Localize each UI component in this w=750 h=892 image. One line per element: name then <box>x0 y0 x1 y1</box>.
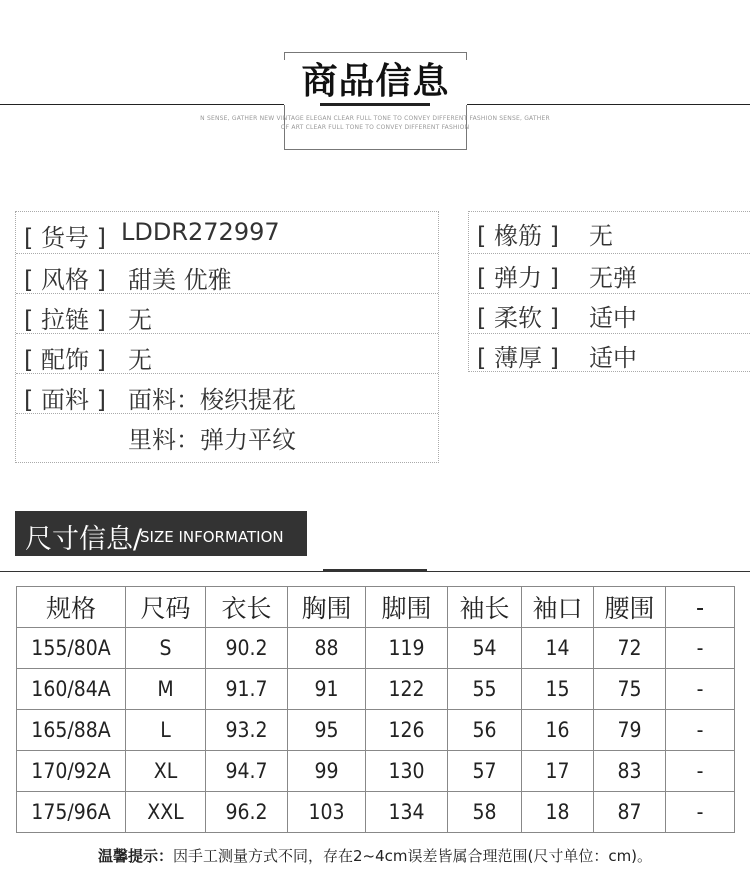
info-value: 里料：弹力平纹 <box>128 426 296 454</box>
size-info-banner <box>15 511 307 556</box>
header-rule-right <box>467 104 750 105</box>
table-cell: L <box>126 710 206 751</box>
table-cell: 72 <box>594 628 666 669</box>
col-header: 尺码 <box>126 587 206 628</box>
col-header: 衣长 <box>206 587 288 628</box>
table-cell: 58 <box>448 792 522 833</box>
col-header: - <box>666 587 735 628</box>
table-cell: 16 <box>522 710 594 751</box>
table-cell: S <box>126 628 206 669</box>
col-header: 袖长 <box>448 587 522 628</box>
info-key: [ 拉链 ] <box>24 306 106 334</box>
table-cell: 94.7 <box>206 751 288 792</box>
table-cell: 83 <box>594 751 666 792</box>
table-cell: 79 <box>594 710 666 751</box>
table-cell: 103 <box>288 792 366 833</box>
info-key: [ 薄厚 ] <box>477 344 559 372</box>
table-cell: 95 <box>288 710 366 751</box>
tip-label: 温馨提示： <box>97 847 173 865</box>
table-cell: XL <box>126 751 206 792</box>
info-key: [ 弹力 ] <box>477 264 559 292</box>
table-cell: 122 <box>366 669 448 710</box>
info-value: LDDR272997 <box>121 218 280 246</box>
info-value: 无 <box>128 346 152 374</box>
info-row-elastic-band <box>469 212 750 254</box>
table-cell: 55 <box>448 669 522 710</box>
page-title: 商品信息 <box>284 60 467 104</box>
info-value: 无 <box>128 306 152 334</box>
table-row <box>17 792 735 833</box>
table-cell: 17 <box>522 751 594 792</box>
info-value: 适中 <box>589 344 637 372</box>
table-cell: - <box>666 669 735 710</box>
col-header: 袖口 <box>522 587 594 628</box>
table-cell: 91.7 <box>206 669 288 710</box>
table-cell: 165/88A <box>17 710 126 751</box>
table-cell: 99 <box>288 751 366 792</box>
table-cell: 87 <box>594 792 666 833</box>
info-value: 无弹 <box>589 264 637 292</box>
header-rule-left <box>0 104 284 105</box>
table-cell: XXL <box>126 792 206 833</box>
table-cell: 119 <box>366 628 448 669</box>
table-row <box>17 628 735 669</box>
size-divider-accent <box>323 569 427 572</box>
table-cell: - <box>666 710 735 751</box>
table-row <box>17 669 735 710</box>
info-row-stretch <box>469 254 750 294</box>
table-cell: M <box>126 669 206 710</box>
info-row-accessory <box>16 334 438 374</box>
info-row-zipper <box>16 294 438 334</box>
info-value: 甜美 优雅 <box>128 266 232 294</box>
table-cell: 96.2 <box>206 792 288 833</box>
header-subtitle-2: OF ART CLEAR FULL TONE TO CONVEY DIFFERENT FASHION <box>280 124 470 131</box>
table-cell: 14 <box>522 628 594 669</box>
col-header: 脚围 <box>366 587 448 628</box>
table-cell: 90.2 <box>206 628 288 669</box>
col-header: 胸围 <box>288 587 366 628</box>
size-title-cn: 尺寸信息/ <box>25 524 143 555</box>
info-key: [ 配饰 ] <box>24 346 106 374</box>
table-cell: 56 <box>448 710 522 751</box>
info-key: [ 风格 ] <box>24 266 106 294</box>
table-cell: 93.2 <box>206 710 288 751</box>
table-cell: 155/80A <box>17 628 126 669</box>
product-info-left <box>15 211 439 463</box>
info-value: 适中 <box>589 304 637 332</box>
table-cell: 88 <box>288 628 366 669</box>
info-row-fabric <box>16 374 438 414</box>
info-row-style <box>16 254 438 294</box>
col-header: 腰围 <box>594 587 666 628</box>
info-key: [ 面料 ] <box>24 386 106 414</box>
info-key: [ 货号 ] <box>24 224 106 252</box>
measurement-tip <box>0 845 750 866</box>
header-subtitle-1: N SENSE, GATHER NEW VINTAGE ELEGAN CLEAR FULL TONE TO CONVEY DIFFERENT FASHION SENSE, GATHER <box>200 115 550 122</box>
tip-text: 因手工测量方式不同，存在2~4cm误差皆属合理范围(尺寸单位：cm)。 <box>172 847 653 865</box>
info-key: [ 橡筋 ] <box>477 222 559 250</box>
table-cell: 54 <box>448 628 522 669</box>
size-title-en: SIZE INFORMATION <box>140 528 284 546</box>
info-row-softness <box>469 294 750 334</box>
info-row-item-no <box>16 212 438 254</box>
table-cell: 91 <box>288 669 366 710</box>
product-info-right <box>468 211 750 372</box>
info-key: [ 柔软 ] <box>477 304 559 332</box>
table-cell: - <box>666 792 735 833</box>
table-cell: 75 <box>594 669 666 710</box>
table-cell: 15 <box>522 669 594 710</box>
table-cell: - <box>666 751 735 792</box>
table-cell: 175/96A <box>17 792 126 833</box>
table-row <box>17 710 735 751</box>
table-row <box>17 751 735 792</box>
table-cell: 57 <box>448 751 522 792</box>
size-table-header <box>17 587 735 628</box>
table-cell: - <box>666 628 735 669</box>
col-header: 规格 <box>17 587 126 628</box>
info-row-thickness <box>469 334 750 372</box>
table-cell: 130 <box>366 751 448 792</box>
title-underline <box>320 103 430 106</box>
info-value: 无 <box>589 222 613 250</box>
table-cell: 18 <box>522 792 594 833</box>
table-cell: 170/92A <box>17 751 126 792</box>
size-table <box>16 586 735 833</box>
table-cell: 160/84A <box>17 669 126 710</box>
info-value: 面料：梭织提花 <box>128 386 296 414</box>
info-row-lining <box>16 414 438 462</box>
table-cell: 126 <box>366 710 448 751</box>
table-cell: 134 <box>366 792 448 833</box>
